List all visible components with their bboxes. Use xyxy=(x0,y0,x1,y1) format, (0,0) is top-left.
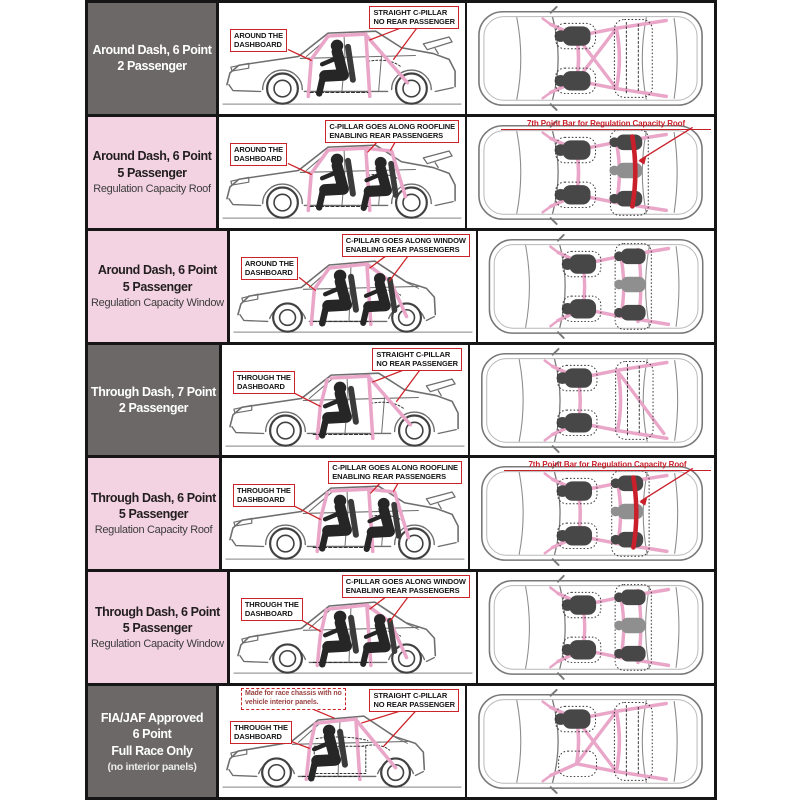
row-label-line3: Full Race Only xyxy=(111,743,193,758)
row-around-6pt-5pass-window xyxy=(88,231,714,345)
dashboard-callout xyxy=(241,598,303,621)
row-label-line1: Through Dash, 6 Point xyxy=(91,490,216,505)
callout-line: C-PILLAR GOES ALONG WINDOW xyxy=(345,577,466,587)
top-view-cell xyxy=(467,117,714,228)
top-view-cell xyxy=(467,686,714,797)
callout-line: DASHBOARD xyxy=(234,40,282,49)
callout-line: AROUND THE xyxy=(234,144,283,154)
dashboard-callout xyxy=(230,29,287,52)
callout-line: THROUGH THE xyxy=(234,723,288,733)
callout-line: vehicle interior panels. xyxy=(245,698,319,706)
callout-line: AROUND THE xyxy=(234,31,283,40)
row-label xyxy=(88,572,230,683)
row-label-line2: 2 Passenger xyxy=(117,59,187,74)
row-label-line4: (no interior panels) xyxy=(107,760,197,773)
row-around-6pt-5pass-roof xyxy=(88,117,714,231)
c-pillar-callout xyxy=(325,120,459,143)
top-view-cell xyxy=(467,3,714,114)
c-pillar-callout xyxy=(328,461,462,484)
callout-line: DASHBOARD xyxy=(244,267,293,277)
callout-line: ENABLING REAR PASSENGERS xyxy=(345,586,460,596)
callout-line: NO REAR PASSENGER xyxy=(376,358,458,368)
row-label-line1: FIA/JAF Approved xyxy=(100,711,204,726)
callout-line: ENABLING REAR PASSENGERS xyxy=(345,244,460,254)
side-view-cell xyxy=(219,686,467,797)
c-pillar-callout xyxy=(369,689,459,712)
row-label-line2: 5 Passenger xyxy=(117,165,187,180)
row-label-line2: 6 Point xyxy=(132,727,172,742)
callout-line: STRAIGHT C-PILLAR xyxy=(373,691,448,701)
callout-line: STRAIGHT C-PILLAR xyxy=(376,349,451,359)
top-view-drawing xyxy=(470,458,714,569)
row-label-line3: Regulation Capacity Roof xyxy=(93,182,211,195)
row-label-line1: Around Dash, 6 Point xyxy=(97,263,217,278)
row-label xyxy=(88,345,222,456)
seventh-point-bar-note: 7th Point Bar for Regulation Capacity Roof xyxy=(501,119,711,130)
row-label-line1: Around Dash, 6 Point xyxy=(92,149,212,164)
side-view-cell xyxy=(219,3,467,114)
c-pillar-callout xyxy=(372,348,462,371)
row-through-6pt-5pass-roof xyxy=(88,458,714,572)
callout-line: DASHBOARD xyxy=(236,495,285,505)
dashboard-callout xyxy=(233,484,295,507)
top-view-drawing xyxy=(478,572,714,683)
dashboard-callout xyxy=(230,721,292,744)
rollcage-configuration-chart xyxy=(85,0,717,800)
top-view-cell xyxy=(470,458,714,569)
row-label-line2: 5 Passenger xyxy=(122,621,193,636)
row-label xyxy=(88,458,222,569)
row-around-6pt-2pass xyxy=(88,3,714,117)
top-view-drawing xyxy=(467,3,714,114)
callout-line: DASHBOARD xyxy=(234,153,282,163)
row-through-6pt-5pass-window xyxy=(88,572,714,686)
callout-line: C-PILLAR GOES ALONG WINDOW xyxy=(345,235,466,245)
dashboard-callout xyxy=(233,371,295,394)
callout-line: AROUND THE xyxy=(244,258,294,268)
top-view-cell xyxy=(470,345,714,456)
row-label-line2: 5 Passenger xyxy=(122,279,193,294)
callout-line: ENABLING REAR PASSENGERS xyxy=(332,472,446,482)
row-label-line3: Regulation Capacity Window xyxy=(91,638,224,651)
row-label-line2: 2 Passenger xyxy=(118,401,189,415)
callout-line: THROUGH THE xyxy=(236,486,291,496)
side-view-cell xyxy=(230,231,478,342)
top-view-drawing xyxy=(478,231,714,342)
top-view-drawing xyxy=(467,686,714,797)
callout-line: C-PILLAR GOES ALONG ROOFLINE xyxy=(329,121,455,131)
row-label-line1: Around Dash, 6 Point xyxy=(92,43,212,58)
top-view-cell xyxy=(478,572,714,683)
side-view-cell xyxy=(222,345,470,456)
callout-line: Made for race chassis with no xyxy=(245,690,342,698)
row-label xyxy=(88,3,219,114)
row-label-line3: Regulation Capacity Window xyxy=(91,296,224,309)
c-pillar-callout xyxy=(342,234,470,257)
row-label-line2: 5 Passenger xyxy=(118,507,189,522)
c-pillar-callout xyxy=(342,575,470,598)
top-view-drawing xyxy=(467,117,714,228)
top-view-drawing xyxy=(470,345,714,456)
callout-line: NO REAR PASSENGER xyxy=(373,700,455,710)
dashboard-callout xyxy=(230,143,287,166)
callout-line: DASHBOARD xyxy=(236,381,285,391)
top-view-cell xyxy=(478,231,714,342)
row-label xyxy=(88,117,219,228)
callout-line: STRAIGHT C-PILLAR xyxy=(373,8,448,17)
callout-line: THROUGH THE xyxy=(236,372,291,382)
callout-line: DASHBOARD xyxy=(244,609,293,619)
callout-line: DASHBOARD xyxy=(234,732,282,742)
row-label xyxy=(88,231,230,342)
row-label-line1: Through Dash, 6 Point xyxy=(94,604,220,619)
side-view-cell xyxy=(222,458,470,569)
row-through-7pt-2pass xyxy=(88,345,714,459)
callout-line: ENABLING REAR PASSENGERS xyxy=(329,130,444,140)
row-fia-jaf-6pt-full-race xyxy=(88,686,714,797)
seventh-point-bar-note: 7th Point Bar for Regulation Capacity Roof xyxy=(504,460,711,471)
row-label-line1: Through Dash, 7 Point xyxy=(91,384,216,399)
race-chassis-note xyxy=(241,688,346,710)
side-view-cell xyxy=(230,572,478,683)
row-label xyxy=(88,686,219,797)
callout-line: C-PILLAR GOES ALONG ROOFLINE xyxy=(332,463,458,473)
dashboard-callout xyxy=(241,257,298,280)
callout-line: NO REAR PASSENGER xyxy=(373,17,455,26)
callout-line: THROUGH THE xyxy=(244,600,299,610)
row-label-line3: Regulation Capacity Roof xyxy=(94,524,213,537)
c-pillar-callout xyxy=(369,6,459,29)
side-view-cell xyxy=(219,117,467,228)
